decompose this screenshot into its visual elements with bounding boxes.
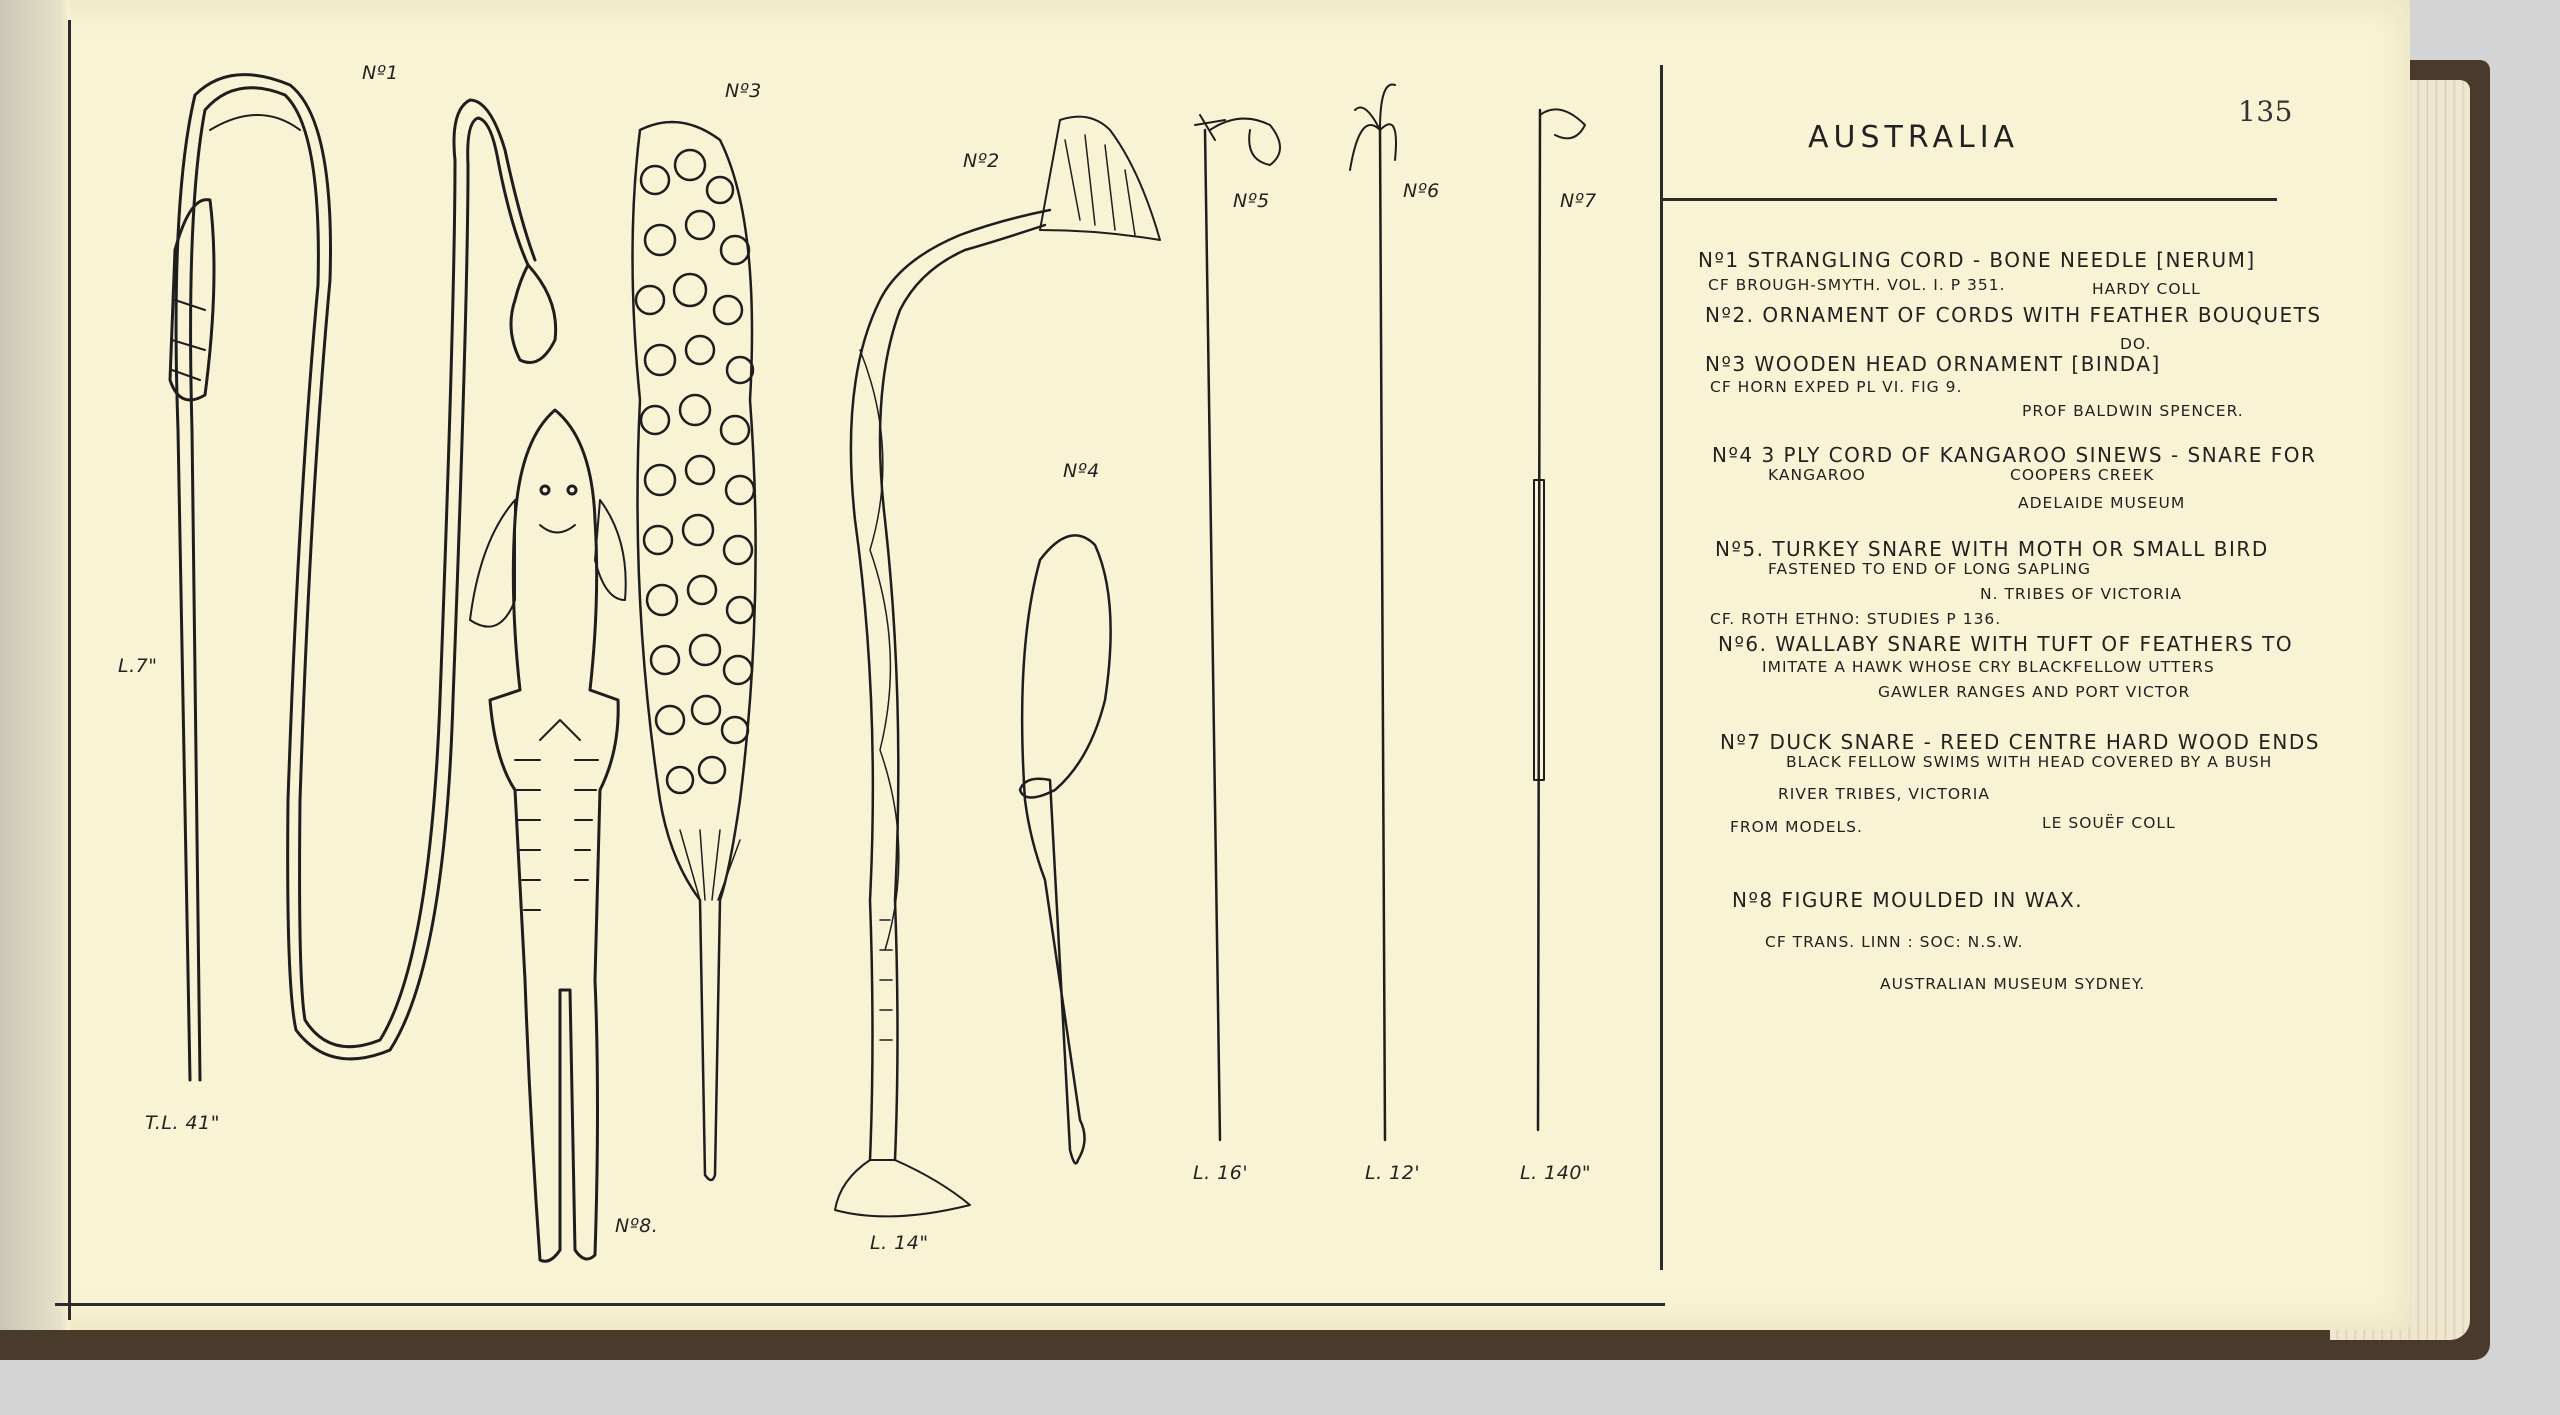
- label-no7: Nº7: [1560, 190, 1597, 212]
- turkey-snare-drawing: [1195, 115, 1280, 1140]
- sinew-snare-drawing: [1020, 535, 1111, 1163]
- caption-no5-locality: N. TRIBES OF VICTORIA: [1980, 585, 2183, 603]
- label-no2: Nº2: [963, 150, 1000, 172]
- caption-no7-note: FROM MODELS.: [1730, 818, 1863, 836]
- head-ornament-drawing: [633, 122, 756, 1180]
- caption-no3-line1: Nº3 WOODEN HEAD ORNAMENT [BINDA]: [1705, 352, 2161, 376]
- caption-no2-line1: Nº2. ORNAMENT OF CORDS WITH FEATHER BOUQUETS: [1705, 303, 2322, 327]
- label-no5: Nº5: [1233, 190, 1270, 212]
- page-number: 135: [2238, 95, 2293, 128]
- caption-no3-line2: CF HORN EXPED PL VI. FIG 9.: [1710, 378, 1963, 396]
- caption-no7-line2: BLACK FELLOW SWIMS WITH HEAD COVERED BY A BUSH: [1786, 753, 2273, 771]
- caption-no4-source: ADELAIDE MUSEUM: [2018, 494, 2186, 512]
- caption-no8-source: AUSTRALIAN MUSEUM SYDNEY.: [1880, 975, 2146, 993]
- heading-rule: [1662, 198, 2277, 201]
- caption-no3-source: PROF BALDWIN SPENCER.: [2022, 402, 2244, 420]
- length-l14: L. 14": [870, 1232, 929, 1254]
- length-l140: L. 140": [1520, 1162, 1592, 1184]
- caption-no6-locality: GAWLER RANGES AND PORT VICTOR: [1878, 683, 2191, 701]
- caption-no4-line2: KANGAROO: [1768, 466, 1866, 484]
- caption-no8-reference: CF TRANS. LINN : SOC: N.S.W.: [1765, 933, 2024, 951]
- caption-no1-line1: Nº1 STRANGLING CORD - BONE NEEDLE [NERUM]: [1698, 248, 2256, 272]
- label-no4: Nº4: [1063, 460, 1100, 482]
- caption-no2-ditto: DO.: [2120, 335, 2152, 353]
- label-no8: Nº8.: [615, 1215, 659, 1237]
- caption-no5-line1: Nº5. TURKEY SNARE WITH MOTH OR SMALL BIRD: [1715, 537, 2269, 561]
- caption-no7-line1: Nº7 DUCK SNARE - REED CENTRE HARD WOOD ENDS: [1720, 730, 2320, 754]
- caption-no6-line2: IMITATE A HAWK WHOSE CRY BLACKFELLOW UTTERS: [1762, 658, 2215, 676]
- length-l7: L.7": [118, 655, 158, 677]
- page-heading: AUSTRALIA: [1808, 120, 2020, 155]
- label-no3: Nº3: [725, 80, 762, 102]
- caption-no5-reference: CF. ROTH ETHNO: STUDIES P 136.: [1710, 610, 2002, 628]
- caption-no1-collection: HARDY COLL: [2092, 280, 2201, 298]
- caption-no4-line1: Nº4 3 PLY CORD OF KANGAROO SINEWS - SNARE FOR: [1712, 443, 2317, 467]
- label-no6: Nº6: [1403, 180, 1440, 202]
- length-tl41: T.L. 41": [145, 1112, 220, 1134]
- caption-no6-line1: Nº6. WALLABY SNARE WITH TUFT OF FEATHERS TO: [1718, 632, 2294, 656]
- caption-no7-locality: RIVER TRIBES, VICTORIA: [1778, 785, 1990, 803]
- column-divider: [1660, 65, 1663, 1270]
- strangling-cord-drawing: [170, 75, 556, 1080]
- caption-no4-locality: COOPERS CREEK: [2010, 466, 2155, 484]
- caption-no1-line2: CF BROUGH-SMYTH. VOL. I. P 351.: [1708, 276, 2006, 294]
- caption-no8-line1: Nº8 FIGURE MOULDED IN WAX.: [1732, 888, 2084, 912]
- duck-snare-drawing: [1534, 109, 1585, 1130]
- feather-ornament-drawing: [835, 117, 1160, 1217]
- caption-no7-collection: LE SOUËF COLL: [2042, 814, 2176, 832]
- wallaby-snare-drawing: [1350, 85, 1396, 1140]
- label-no1: Nº1: [362, 62, 399, 84]
- length-l12: L. 12': [1365, 1162, 1421, 1184]
- length-l16: L. 16': [1193, 1162, 1249, 1184]
- caption-no5-line2: FASTENED TO END OF LONG SAPLING: [1768, 560, 2092, 578]
- wax-figure-drawing: [470, 410, 626, 1261]
